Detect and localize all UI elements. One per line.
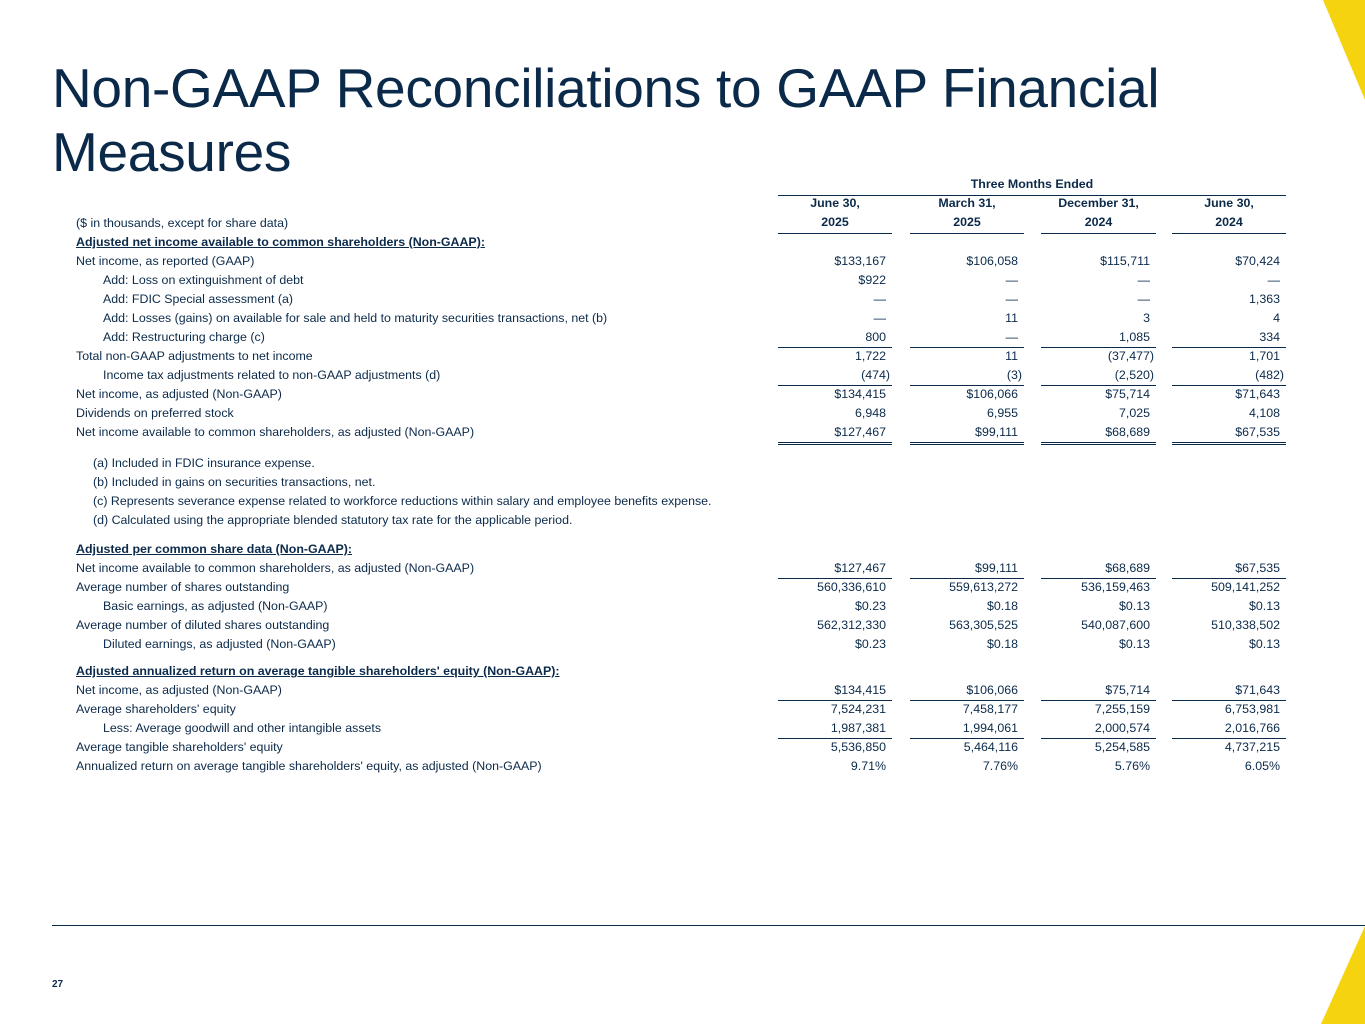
table-row: [76, 385, 1288, 404]
cell-col-4: $70,424: [1235, 254, 1280, 268]
row-rule: [1041, 442, 1156, 443]
row-rule: [910, 442, 1024, 443]
section1-heading: Adjusted net income available to common shareholders (Non-GAAP):: [76, 235, 485, 249]
section2-heading: Adjusted per common share data (Non-GAAP):: [76, 542, 353, 556]
table-row: [76, 559, 1288, 578]
cell-col-3: 2,000,574: [1094, 721, 1150, 735]
col-header-3-line1: December 31,: [1058, 196, 1139, 210]
page-title: Non-GAAP Reconciliations to GAAP Financial Measures: [52, 57, 1160, 183]
cell-col-2: 559,613,272: [949, 580, 1018, 594]
cell-col-3: (37,477): [1107, 349, 1154, 363]
row-label: Net income, as adjusted (Non-GAAP): [76, 387, 282, 401]
col-header-2-line1: March 31,: [938, 196, 996, 210]
cell-col-2: 1,994,061: [962, 721, 1018, 735]
cell-col-4: 1,363: [1248, 292, 1280, 306]
cell-col-4: 4: [1273, 311, 1280, 325]
cell-col-2: —: [1005, 292, 1018, 306]
units-row: [76, 214, 1288, 233]
cell-col-4: 1,701: [1248, 349, 1280, 363]
cell-col-3: 540,087,600: [1081, 618, 1150, 632]
cell-col-1: 1,722: [854, 349, 886, 363]
table-row: [76, 635, 1288, 654]
cell-col-2: $99,111: [975, 561, 1018, 575]
row-rule: [778, 442, 892, 443]
cell-col-4: $67,535: [1235, 561, 1280, 575]
row-label: Less: Average goodwill and other intangible assets: [103, 721, 382, 735]
cell-col-3: $68,689: [1105, 561, 1150, 575]
cell-col-4: (482): [1255, 368, 1284, 382]
cell-col-4: 4,737,215: [1224, 740, 1280, 754]
cell-col-3: 5.76%: [1114, 759, 1150, 773]
row-label: Add: Losses (gains) on available for sale and held to maturity securities transactions, net (b): [103, 311, 608, 325]
col-header-1-line2: 2025: [821, 215, 849, 229]
row-label: Diluted earnings, as adjusted (Non-GAAP): [103, 637, 336, 651]
cell-col-2: $0.18: [986, 599, 1018, 613]
cell-col-1: 6,948: [854, 406, 886, 420]
page-number: 27: [52, 979, 64, 990]
row-label: Add: FDIC Special assessment (a): [103, 292, 294, 306]
cell-col-4: $71,643: [1235, 387, 1280, 401]
cell-col-3: 3: [1143, 311, 1150, 325]
cell-col-3: $75,714: [1105, 683, 1150, 697]
cell-col-1: $134,415: [834, 387, 886, 401]
cell-col-1: $127,467: [834, 561, 886, 575]
cell-col-1: $0.23: [854, 637, 886, 651]
cell-col-3: $68,689: [1105, 425, 1150, 439]
cell-col-3: 7,255,159: [1094, 702, 1150, 716]
cell-col-2: $106,066: [966, 387, 1018, 401]
cell-col-4: 4,108: [1248, 406, 1280, 420]
row-label: Dividends on preferred stock: [76, 406, 234, 420]
cell-col-2: 5,464,116: [963, 740, 1018, 754]
cell-col-2: $99,111: [975, 425, 1018, 439]
row-label: Net income available to common shareholders, as adjusted (Non-GAAP): [76, 561, 475, 575]
table-row: [76, 700, 1288, 719]
table-row: [76, 616, 1288, 635]
cell-col-1: $133,167: [834, 254, 886, 268]
cell-col-1: $127,467: [834, 425, 886, 439]
table-row: [76, 757, 1288, 776]
table-row: [76, 578, 1288, 597]
cell-col-4: 2,016,766: [1224, 721, 1280, 735]
table-row: [76, 404, 1288, 423]
cell-col-3: 1,085: [1118, 330, 1150, 344]
row-label: Average number of diluted shares outstanding: [76, 618, 330, 632]
col-header-3-line2: 2024: [1084, 215, 1113, 229]
cell-col-1: 5,536,850: [830, 740, 886, 754]
cell-col-1: 562,312,330: [817, 618, 886, 632]
cell-col-3: $115,711: [1100, 254, 1150, 268]
col-header-4-line2: 2024: [1215, 215, 1243, 229]
table-row: [76, 719, 1288, 738]
cell-col-3: —: [1137, 273, 1150, 287]
row-label: Average shareholders' equity: [76, 702, 236, 716]
cell-col-4: $0.13: [1248, 637, 1280, 651]
cell-col-3: $0.13: [1118, 637, 1150, 651]
cell-col-4: 510,338,502: [1211, 618, 1280, 632]
row-rule: [1041, 444, 1156, 445]
footnote-d: (d) Calculated using the appropriate blended statutory tax rate for the applicable period.: [93, 513, 573, 527]
cell-col-3: (2,520): [1114, 368, 1154, 382]
footnote-b: (b) Included in gains on securities transactions, net.: [93, 475, 376, 489]
table-row: [76, 309, 1288, 328]
row-label: Basic earnings, as adjusted (Non-GAAP): [103, 599, 328, 613]
row-label: Net income available to common shareholders, as adjusted (Non-GAAP): [76, 425, 475, 439]
footnote-c: (c) Represents severance expense related to workforce reductions within salary and employee benefits expense.: [93, 494, 712, 508]
cell-col-2: 6,955: [986, 406, 1018, 420]
cell-col-2: (3): [1006, 368, 1022, 382]
section-heading: [76, 233, 1288, 252]
cell-col-3: 536,159,463: [1081, 580, 1150, 594]
cell-col-1: $0.23: [854, 599, 886, 613]
cell-col-1: $922: [858, 273, 886, 287]
row-rule: [1172, 444, 1286, 445]
cell-col-2: —: [1005, 330, 1018, 344]
cell-col-1: 1,987,381: [830, 721, 886, 735]
cell-col-4: $71,643: [1235, 683, 1280, 697]
cell-col-4: $67,535: [1235, 425, 1280, 439]
cell-col-1: —: [873, 292, 886, 306]
table-row: [76, 347, 1288, 366]
row-label: Add: Loss on extinguishment of debt: [103, 273, 304, 287]
units-label: ($ in thousands, except for share data): [76, 216, 289, 230]
table-row: [76, 423, 1288, 442]
cell-col-1: —: [873, 311, 886, 325]
cell-col-2: 11: [1005, 311, 1018, 325]
cell-col-1: 800: [865, 330, 886, 344]
table-row: [76, 290, 1288, 309]
row-label: Income tax adjustments related to non-GAAP adjustments (d): [103, 368, 441, 382]
table-row: [76, 328, 1288, 347]
accent-triangle-bottom: [1321, 926, 1365, 1024]
section3-heading: Adjusted annualized return on average tangible shareholders' equity (Non-GAAP):: [76, 664, 560, 678]
cell-col-1: 9.71%: [850, 759, 886, 773]
cell-col-2: —: [1005, 273, 1018, 287]
footnote-a: (a) Included in FDIC insurance expense.: [93, 456, 315, 470]
row-rule: [778, 444, 892, 445]
table-row: [76, 252, 1288, 271]
row-rule: [1172, 442, 1286, 443]
cell-col-3: $0.13: [1118, 599, 1150, 613]
section-heading: [76, 540, 1288, 559]
accent-triangle-top: [1323, 0, 1365, 100]
cell-col-2: 11: [1005, 349, 1018, 363]
cell-col-3: 7,025: [1118, 406, 1150, 420]
row-label: Annualized return on average tangible shareholders' equity, as adjusted (Non-GAAP): [76, 759, 542, 773]
row-label: Average tangible shareholders' equity: [76, 740, 283, 754]
cell-col-2: 7.76%: [982, 759, 1018, 773]
section-heading: [76, 662, 1288, 681]
cell-col-4: 6,753,981: [1224, 702, 1280, 716]
cell-col-1: 7,524,231: [830, 702, 886, 716]
table-row: [76, 738, 1288, 757]
cell-col-2: $106,058: [966, 254, 1018, 268]
cell-col-1: (474): [861, 368, 890, 382]
cell-col-2: 7,458,177: [962, 702, 1018, 716]
cell-col-2: $106,066: [966, 683, 1018, 697]
cell-col-4: 334: [1259, 330, 1280, 344]
row-label: Add: Restructuring charge (c): [103, 330, 265, 344]
cell-col-2: 563,305,525: [949, 618, 1018, 632]
cell-col-3: —: [1137, 292, 1150, 306]
row-label: Net income, as adjusted (Non-GAAP): [76, 683, 282, 697]
row-label: Average number of shares outstanding: [76, 580, 290, 594]
footer-rule: [52, 925, 1365, 926]
cell-col-1: 560,336,610: [817, 580, 886, 594]
header-group-label: Three Months Ended: [970, 177, 1094, 191]
row-label: Net income, as reported (GAAP): [76, 254, 255, 268]
table-row: [76, 597, 1288, 616]
cell-col-3: 5,254,585: [1094, 740, 1150, 754]
row-label: Total non-GAAP adjustments to net income: [76, 349, 313, 363]
table-row: [76, 271, 1288, 290]
cell-col-4: 509,141,252: [1211, 580, 1280, 594]
cell-col-4: $0.13: [1248, 599, 1280, 613]
cell-col-4: 6.05%: [1244, 759, 1280, 773]
col-header-4-line1: June 30,: [1204, 196, 1254, 210]
cell-col-1: $134,415: [834, 683, 886, 697]
table-row: [76, 366, 1288, 385]
cell-col-2: $0.18: [986, 637, 1018, 651]
cell-col-4: —: [1267, 273, 1280, 287]
col-header-2-line2: 2025: [953, 215, 981, 229]
cell-col-3: $75,714: [1105, 387, 1150, 401]
row-rule: [910, 444, 1024, 445]
table-row: [76, 681, 1288, 700]
col-header-1-line1: June 30,: [810, 196, 860, 210]
